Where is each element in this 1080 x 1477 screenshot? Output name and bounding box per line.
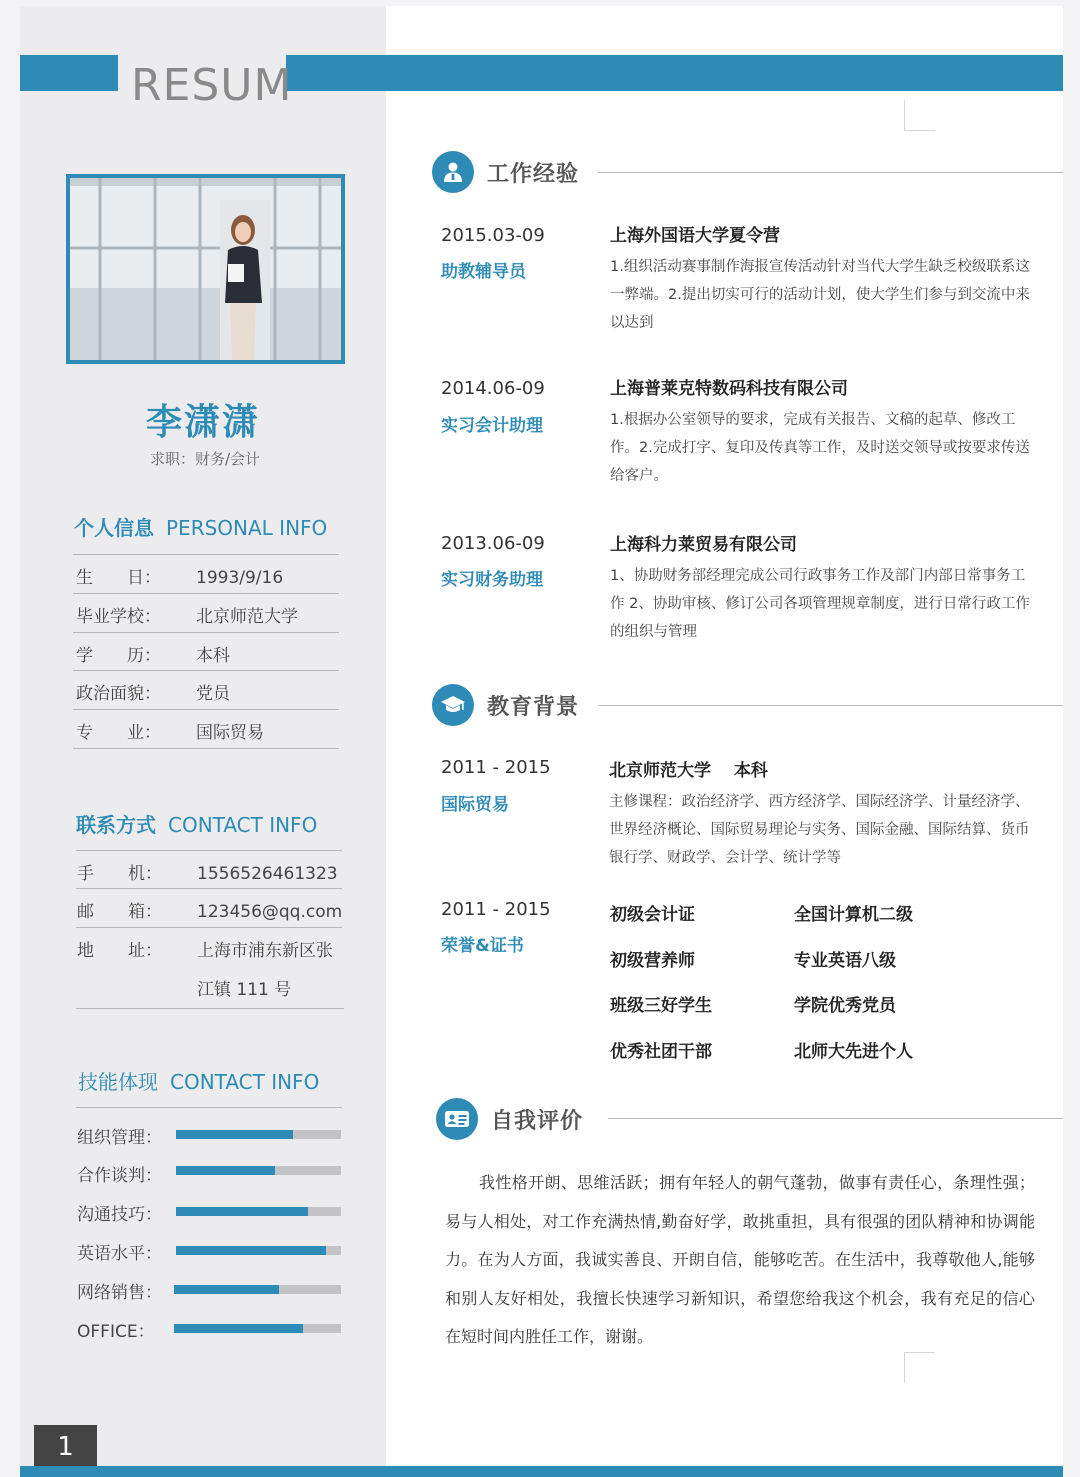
work-date: 2014.06-09 <box>441 378 545 399</box>
contact-value[interactable]: 123456@qq.com <box>197 902 343 922</box>
certificate-item: 北师大先进个人 <box>794 1042 913 1062</box>
divider <box>73 709 339 710</box>
contact-row-address <box>77 936 333 961</box>
page-number: 1 <box>34 1425 97 1469</box>
skills-title-en: CONTACT INFO <box>170 1070 320 1094</box>
personal-info-title-en: PERSONAL INFO <box>166 516 328 540</box>
corner-mark-top <box>904 100 935 131</box>
divider <box>73 554 339 555</box>
work-title: 工作经验 <box>487 161 580 187</box>
contact-info-title-en: CONTACT INFO <box>168 813 318 837</box>
self-eval-title: 自我评价 <box>491 1108 584 1134</box>
education-school: 北京师范大学 本科 <box>609 761 768 781</box>
user-icon <box>432 151 474 193</box>
honor-date: 2011 - 2015 <box>441 899 551 920</box>
skill-label: 合作谈判： <box>77 1166 162 1186</box>
info-key: 学 历： <box>76 646 161 666</box>
contact-info-title-cn: 联系方式 <box>76 813 156 837</box>
skill-bar <box>176 1246 341 1255</box>
work-date: 2015.03-09 <box>441 225 545 246</box>
self-eval-heading <box>436 1098 583 1140</box>
header-bar-left <box>20 55 118 91</box>
certificate-item: 班级三好学生 <box>610 996 712 1016</box>
info-row-degree <box>76 641 230 666</box>
info-row-birthday <box>76 563 283 588</box>
work-company: 上海普莱克特数码科技有限公司 <box>610 379 848 399</box>
skills-title-cn: 技能体现 <box>78 1070 158 1094</box>
work-heading <box>432 151 579 193</box>
divider <box>76 850 342 851</box>
candidate-name: 李潇潇 <box>145 402 260 443</box>
skill-bar-fill <box>176 1207 308 1216</box>
personal-info-heading <box>74 512 327 541</box>
info-value: 北京师范大学 <box>196 607 298 627</box>
divider <box>73 670 339 671</box>
certificate-item: 优秀社团干部 <box>610 1042 712 1062</box>
work-role: 实习财务助理 <box>441 570 543 590</box>
skill-bar <box>174 1324 341 1333</box>
id-card-icon <box>436 1098 478 1140</box>
education-courses: 主修课程：政治经济学、西方经济学、国际经济学、计量经济学、世界经济概论、国际贸易理论与实务、国际金融、国际结算、货币银行学、财政学、会计学、统计学等 <box>609 794 1030 866</box>
skill-bar <box>176 1166 341 1175</box>
header-bar-right <box>286 55 1063 91</box>
graduation-cap-icon <box>432 684 474 726</box>
info-key: 专 业： <box>76 723 161 743</box>
info-row-school <box>76 602 298 627</box>
skill-label: 英语水平： <box>77 1244 162 1264</box>
work-date: 2013.06-09 <box>441 533 545 554</box>
skill-bar-fill <box>174 1324 303 1333</box>
certificate-item: 初级会计证 <box>610 905 695 925</box>
info-row-major <box>76 718 264 743</box>
work-company: 上海外国语大学夏令营 <box>610 226 780 246</box>
education-date: 2011 - 2015 <box>441 757 551 778</box>
contact-value: 上海市浦东新区张 <box>197 941 333 961</box>
education-heading <box>432 684 579 726</box>
education-major: 国际贸易 <box>441 795 509 815</box>
address-line-2: 江镇 111 号 <box>197 980 292 1000</box>
profile-photo <box>66 174 345 364</box>
work-description: 1.组织活动赛事制作海报宣传活动针对当代大学生缺乏校级联系这一弊端。2.提出切实可行的活动计划，使大学生们参与到交流中来以达到 <box>610 259 1030 331</box>
divider <box>73 632 339 633</box>
contact-key: 地 址： <box>77 941 162 961</box>
info-value: 1993/9/16 <box>196 568 284 588</box>
certificate-item: 初级营养师 <box>610 951 695 971</box>
certificate-item: 学院优秀党员 <box>794 996 896 1016</box>
honor-label: 荣誉&证书 <box>441 936 524 956</box>
skill-bar-fill <box>176 1166 275 1175</box>
certificate-item: 专业英语八级 <box>794 951 896 971</box>
info-value: 党员 <box>196 684 230 704</box>
contact-row-email <box>77 897 342 922</box>
skill-bar <box>174 1285 341 1294</box>
info-key: 政治面貌： <box>76 684 161 704</box>
divider <box>76 927 342 928</box>
info-value: 本科 <box>196 646 230 666</box>
info-key: 生 日： <box>76 568 161 588</box>
job-objective: 求职：财务/会计 <box>149 450 261 468</box>
skill-bar-fill <box>176 1246 326 1255</box>
contact-row-phone <box>77 859 338 884</box>
skills-heading <box>78 1066 319 1095</box>
corner-mark-bottom <box>904 1352 935 1383</box>
work-description: 1.根据办公室领导的要求，完成有关报告、文稿的起草、修改工作。2.完成打字、复印及传真等工作，及时送交领导或按要求传送给客户。 <box>610 412 1030 484</box>
education-title: 教育背景 <box>487 694 580 720</box>
divider <box>76 1008 344 1009</box>
skill-bar-fill <box>174 1285 279 1294</box>
divider <box>73 593 339 594</box>
divider <box>76 1107 342 1108</box>
self-eval-text: 我性格开朗、思维活跃；拥有年轻人的朝气蓬勃，做事有责任心，条理性强；易与人相处，对工作充满热情,勤奋好学，敢挑重担，具有很强的团队精神和协调能力。在为人方面，我诚实善良、开朗自信，能够吃苦。在生活中，我尊敬他人,能够和别人友好相处，我擅长快速学习新知识，希望您给我这个机会，我有充足的信心在短时间内胜任工作，谢谢。 <box>445 1173 1035 1346</box>
divider <box>598 172 1063 173</box>
work-role: 实习会计助理 <box>441 416 543 436</box>
work-role: 助教辅导员 <box>441 262 526 282</box>
divider <box>608 1118 1063 1119</box>
work-company: 上海科力莱贸易有限公司 <box>610 535 797 555</box>
skill-label: 沟通技巧： <box>77 1205 162 1225</box>
resume-title: RESUM <box>131 60 293 111</box>
contact-key: 手 机： <box>77 864 162 884</box>
divider <box>76 888 342 889</box>
skill-bar <box>176 1130 341 1139</box>
certificate-item: 全国计算机二级 <box>794 905 913 925</box>
skill-label: 网络销售： <box>77 1283 162 1303</box>
footer-bar <box>20 1466 1063 1477</box>
skill-bar <box>176 1207 341 1216</box>
divider <box>598 705 1063 706</box>
info-row-political <box>76 679 230 704</box>
skill-bar-fill <box>176 1130 293 1139</box>
skill-label: 组织管理： <box>77 1128 162 1148</box>
divider <box>73 748 339 749</box>
info-value: 国际贸易 <box>196 723 264 743</box>
work-description: 1、协助财务部经理完成公司行政事务工作及部门内部日常事务工作 2、协助审核、修订公司各项管理规章制度，进行日常行政工作的组织与管理 <box>610 568 1030 640</box>
contact-value[interactable]: 1556526461323 <box>197 864 338 884</box>
contact-key: 邮 箱： <box>77 902 162 922</box>
skill-label: OFFICE： <box>77 1322 155 1342</box>
info-key: 毕业学校： <box>76 607 161 627</box>
contact-info-heading <box>76 809 317 838</box>
personal-info-title-cn: 个人信息 <box>74 516 154 540</box>
